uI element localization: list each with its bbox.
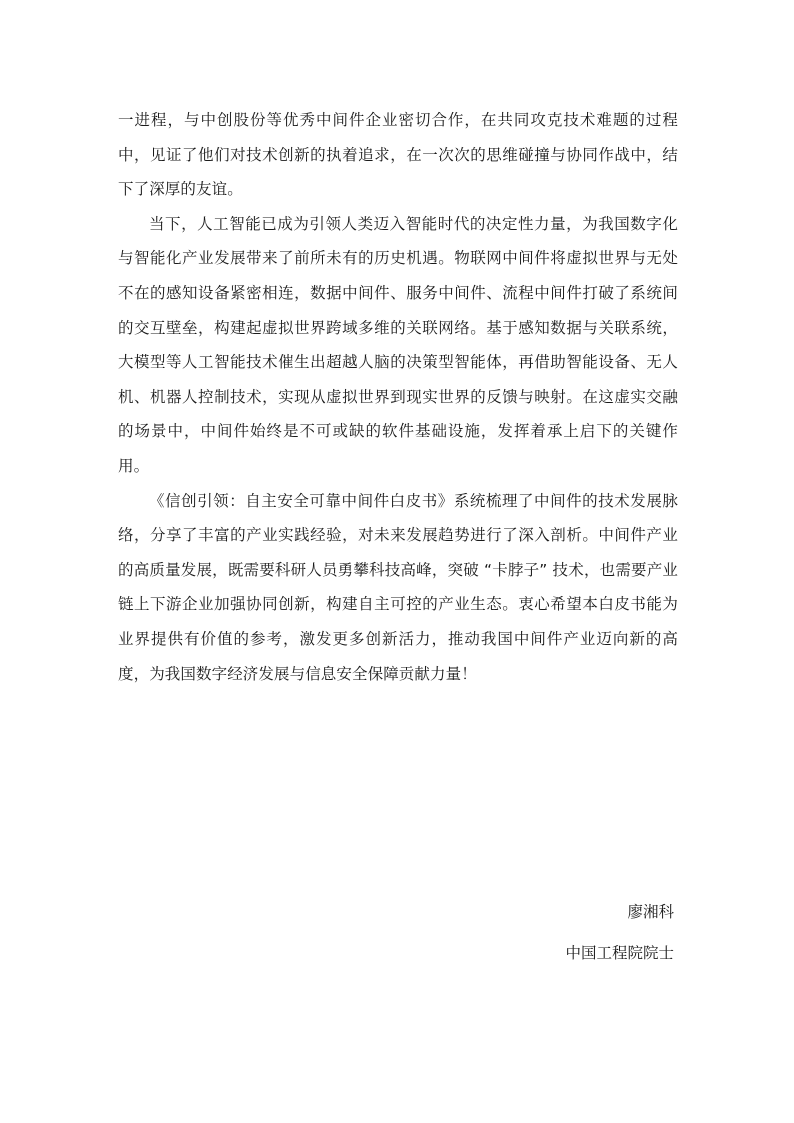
signature-name: 廖湘科 (627, 903, 674, 921)
paragraph-1: 一进程，与中创股份等优秀中间件企业密切合作，在共同攻克技术难题的过程中，见证了他们对技术创新的执着追求，在一次次的思维碰撞与协同作战中，结下了深厚的友谊。 (118, 111, 678, 199)
signature-title: 中国工程院院士 (565, 944, 674, 962)
paragraph-2: 当下，人工智能已成为引领人类迈入智能时代的决定性力量，为我国数字化与智能化产业发展带来了前所未有的历史机遇。物联网中间件将虚拟世界与无处不在的感知设备紧密相连，数据中间件、服务中间件、流程中间件打破了系统间的交互壁垒，构建起虚拟世界跨域多维的关联网络。基于感知数据与关联系统，大模型等人工智能技术催生出超越人脑的决策型智能体，再借助智能设备、无人机、机器人控制技术，实现从虚拟世界到现实世界的反馈与映射。在这虚实交融的场景中，中间件始终是不可或缺的软件基础设施，发挥着承上启下的关键作用。 (118, 214, 678, 475)
paragraph-3: 《信创引领：自主安全可靠中间件白皮书》系统梳理了中间件的技术发展脉络，分享了丰富的产业实践经验，对未来发展趋势进行了深入剖析。中间件产业的高质量发展，既需要科研人员勇攀科技高峰，突破 “卡脖子” 技术，也需要产业链上下游企业加强协同创新，构建自主可控的产业生态。衷心希望本白皮书能为业界提供有价值的参考，激发更多创新活力，推动我国中间件产业迈向新的高度，为我国数字经济发展与信息安全保障贡献力量！ (118, 491, 678, 683)
body-text (118, 103, 678, 691)
